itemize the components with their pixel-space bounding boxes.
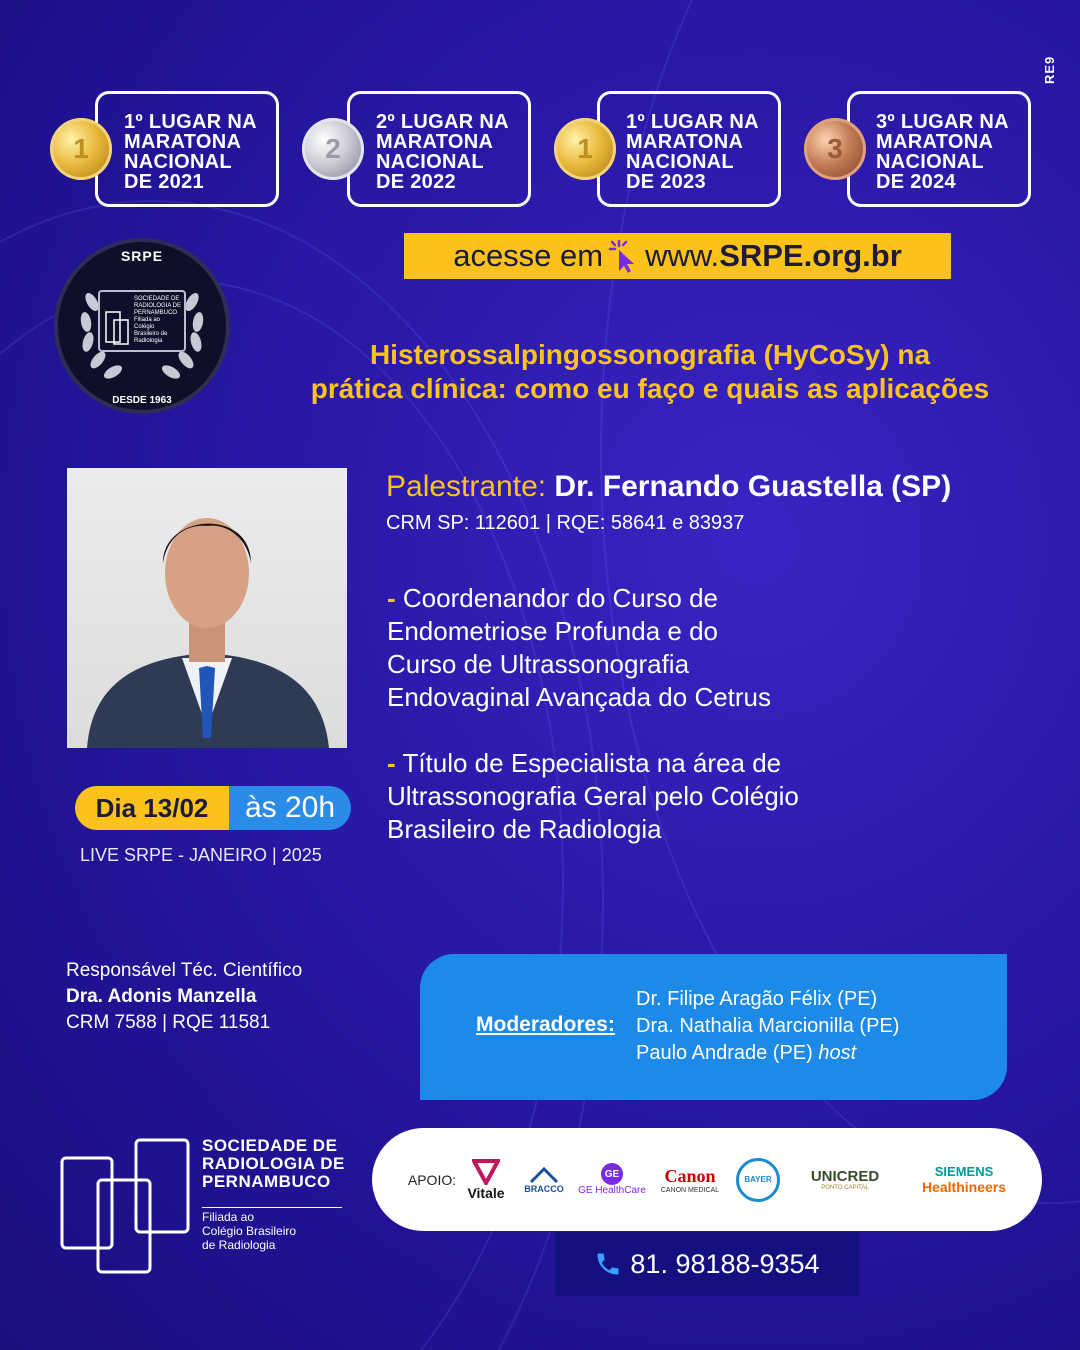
cursor-click-icon: [607, 239, 641, 273]
silver-medal-icon: 2: [302, 118, 364, 180]
award-2022: 2º LUGAR NA MARATONA NACIONAL DE 2022: [347, 91, 531, 207]
sponsors-bar: [372, 1128, 1042, 1231]
srpe-badge-logo: SRPE SOCIEDADE DE RADIOLOGIA DE PERNAMBUCO Filiada ao Colégio Brasileiro de Radiologia DESDE 1963: [58, 242, 226, 410]
speaker-crm: CRM SP: 112601 | RQE: 58641 e 83937: [386, 512, 745, 534]
event-title: Histerossalpingossonografia (HyCoSy) na prática clínica: como eu faço e quais as aplicações: [310, 339, 990, 404]
responsible-block: Responsável Téc. Científico Dra. Adonis Manzella CRM 7588 | RQE 11581: [66, 960, 303, 1033]
event-day: Dia 13/02: [75, 786, 229, 830]
date-pill: [75, 786, 351, 830]
ge-logo: GE GE HealthCare: [576, 1128, 648, 1231]
badge-society-text: SOCIEDADE DE RADIOLOGIA DE PERNAMBUCO Filiada ao Colégio Brasileiro de Radiologia: [98, 290, 186, 352]
website-banner[interactable]: [404, 233, 951, 279]
siemens-logo: SIEMENS Healthineers: [921, 1164, 1007, 1195]
canon-logo: Canon CANON MEDICAL: [660, 1165, 720, 1194]
award-2024: 3º LUGAR NA MARATONA NACIONAL DE 2024: [847, 91, 1031, 207]
phone-number: 81. 98188-9354: [630, 1248, 820, 1279]
sponsors-label: APOIO:: [407, 1171, 457, 1188]
website-url[interactable]: www.SRPE.org.br: [645, 238, 902, 273]
ge-icon: GE: [601, 1163, 623, 1185]
speaker-heading: [386, 470, 951, 504]
society-affiliation: Filiada ao Colégio Brasileiro de Radiologia: [202, 1207, 342, 1252]
award-2023: 1º LUGAR NA MARATONA NACIONAL DE 2023: [597, 91, 781, 207]
speaker-photo: [67, 468, 347, 748]
award-2021: 1º LUGAR NA MARATONA NACIONAL DE 2021: [95, 91, 279, 207]
live-label: LIVE SRPE - JANEIRO | 2025: [80, 845, 322, 865]
bronze-medal-icon: 3: [804, 118, 866, 180]
bio-item: - Coordenandor do Curso de Endometriose Profunda e do Curso de Ultrassonografia Endovaginal Avançada do Cetrus: [387, 583, 772, 712]
phone-button[interactable]: [555, 1232, 859, 1296]
vitale-logo: Vitale: [458, 1128, 514, 1231]
watermark: RE9: [1042, 55, 1057, 84]
gold-medal-icon: 1: [554, 118, 616, 180]
vitale-icon: [472, 1159, 500, 1185]
bio-item: - Título de Especialista na área de Ultrassonografia Geral pelo Colégio Brasileiro de Radiologia: [387, 748, 799, 844]
access-prefix: acesse em: [453, 238, 604, 273]
moderators-label: Moderadores:: [476, 1013, 615, 1036]
society-name: SOCIEDADE DE RADIOLOGIA DE PERNAMBUCO: [202, 1136, 345, 1191]
moderators-list: Dr. Filipe Aragão Félix (PE) Dra. Nathalia Marcionilla (PE) Paulo Andrade (PE) host: [636, 988, 900, 1064]
srpe-logo-icon: [60, 1138, 190, 1274]
bracco-logo: BRACCO: [518, 1128, 570, 1231]
speaker-name: Dr. Fernando Guastella (SP): [546, 470, 952, 503]
phone-icon: [594, 1250, 622, 1278]
speaker-label: Palestrante:: [386, 470, 547, 503]
event-hour: às 20h: [229, 786, 351, 830]
bracco-icon: [529, 1166, 559, 1184]
gold-medal-icon: 1: [50, 118, 112, 180]
bayer-logo: BAYER: [734, 1128, 782, 1231]
speaker-portrait-icon: [67, 468, 347, 748]
unicred-logo: UNICRED PONTO CAPITAL: [810, 1168, 880, 1191]
